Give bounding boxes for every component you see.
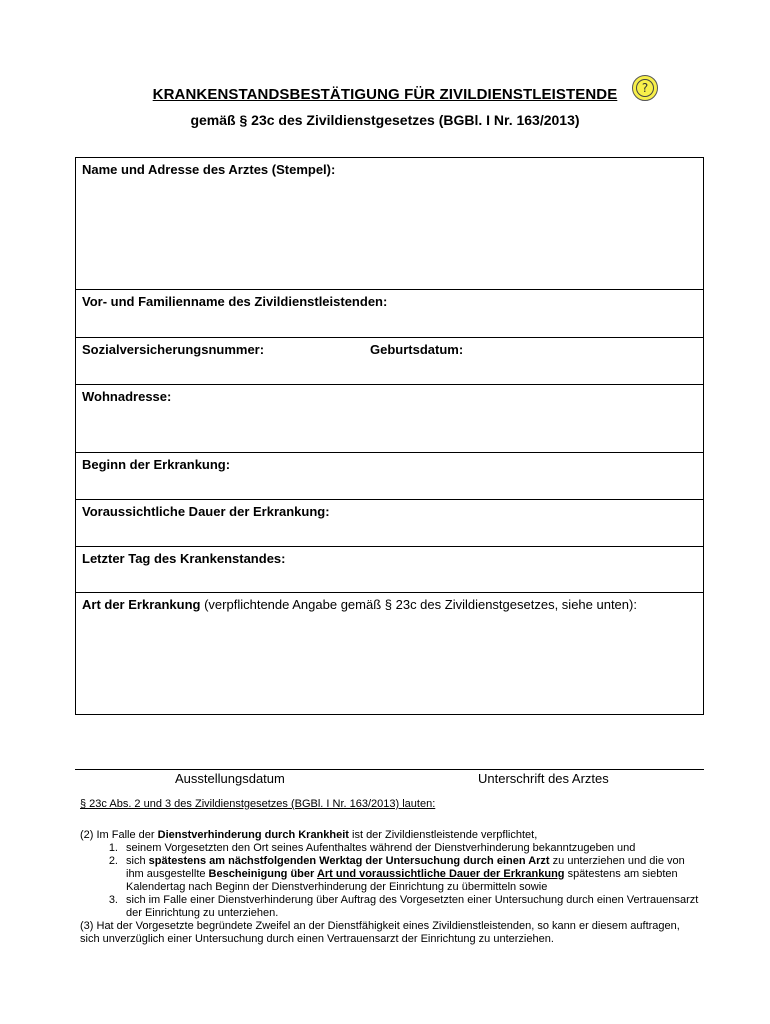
field-beginn[interactable] — [76, 452, 703, 499]
field-geburtsdatum-label: Geburtsdatum: — [370, 342, 464, 357]
field-beginn-label: Beginn der Erkrankung: — [82, 457, 231, 472]
unterschrift-label: Unterschrift des Arztes — [478, 771, 609, 786]
field-arzt-label: Name und Adresse des Arztes (Stempel): — [82, 162, 336, 177]
field-dauer-label: Voraussichtliche Dauer der Erkrankung: — [82, 504, 330, 519]
field-svnr[interactable] — [76, 337, 703, 384]
law-item-1: 1. seinem Vorgesetzten den Ort seines Aufenthaltes während der Dienstverhinderung bekanntzugeben und — [108, 842, 636, 854]
field-svnr-label: Sozialversicherungsnummer: — [82, 342, 265, 357]
field-wohnadresse[interactable] — [76, 384, 703, 452]
field-name[interactable] — [76, 289, 703, 337]
document-title: KRANKENSTANDSBESTÄTIGUNG FÜR ZIVILDIENSTLEISTENDE — [152, 86, 618, 103]
field-name-label: Vor- und Familienname des Zivildienstleistenden: — [82, 294, 388, 309]
law-paragraph-3: (3) Hat der Vorgesetzte begründete Zweifel an der Dienstfähigkeit eines Zivildienstleistenden, so kann er diesem auftragen, sich unverzüglich einer Untersuchung durch einen Vertrauensarzt der Einrichtung zu unterziehen. — [80, 920, 680, 945]
law-item-2: 2. sich spätestens am nächstfolgenden Werktag der Untersuchung durch einen Arzt zu unterziehen und die von ihm ausgestellte Bescheinigung über Art und voraussichtliche Dauer der Erkrankung spätestens am siebten Kalendertag nach Beginn der Dienstverhinderung der Einrichtung zu übermitteln sowie — [108, 855, 685, 893]
field-art[interactable] — [76, 592, 703, 716]
field-art-note: (verpflichtende Angabe gemäß § 23c des Zivildienstgesetzes, siehe unten): — [200, 597, 637, 612]
field-letzter-tag-label: Letzter Tag des Krankenstandes: — [82, 551, 286, 566]
law-paragraph-2: (2) Im Falle der Dienstverhinderung durch Krankheit ist der Zivildienstleistende verpflichtet, — [80, 829, 538, 841]
signature-line — [75, 769, 704, 770]
law-heading: § 23c Abs. 2 und 3 des Zivildienstgesetzes (BGBl. I Nr. 163/2013) lauten: — [80, 798, 436, 810]
law-item-3: 3. sich im Falle einer Dienstverhinderung über Auftrag des Vorgesetzten einer Untersuchung durch einen Vertrauensarzt der Einrichtung zu unterziehen. — [108, 894, 699, 919]
field-dauer[interactable] — [76, 499, 703, 546]
field-letzter-tag[interactable] — [76, 546, 703, 592]
law-text — [80, 829, 700, 946]
form-table — [75, 157, 704, 715]
document-subtitle: gemäß § 23c des Zivildienstgesetzes (BGBl. I Nr. 163/2013) — [190, 112, 580, 128]
question-mark-icon: ? — [636, 79, 654, 97]
field-arzt[interactable] — [76, 158, 703, 289]
help-button[interactable] — [632, 75, 658, 101]
ausstellungsdatum-label: Ausstellungsdatum — [175, 771, 285, 786]
field-art-label: Art der Erkrankung (verpflichtende Angabe gemäß § 23c des Zivildienstgesetzes, siehe unten): — [82, 597, 637, 612]
field-wohnadresse-label: Wohnadresse: — [82, 389, 172, 404]
